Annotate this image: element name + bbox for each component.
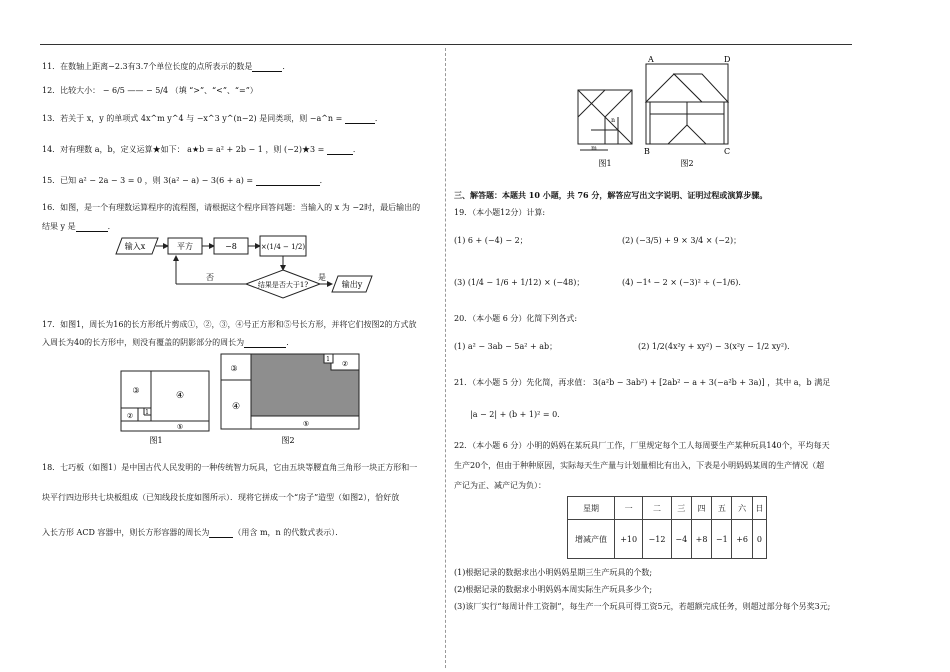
question-13: 13．若关于 x，y 的单项式 4x^m y^4 与 −x^3 y^(n−2) 是同类项，则 −a^n = ． — [42, 114, 383, 123]
q12-expression: − 6/5 —— − 5/4 — [102, 86, 169, 95]
flow-input-label: 输入x — [124, 242, 146, 251]
q13-monomials: 4x^m y^4 与 −x^3 y^(n−2) — [140, 114, 257, 123]
tangram-m-label: m — [591, 145, 597, 152]
q20-part-1: (1) a² − 3ab − 5a² + ab； — [454, 342, 558, 351]
q14-part: 14．对有理数 a，b，定义运算★如下： — [42, 145, 185, 154]
q15-condition: a² − 2a − 3 = 0 — [78, 176, 143, 185]
table-cell: −1 — [712, 520, 732, 559]
table-header-cell: 四 — [691, 497, 711, 520]
question-16-line1: 16．如图，是一个有理数运算程序的流程图，请根据这个程序回答问题：当输入的 x 为 −2时，最后输出的 — [42, 203, 421, 212]
table-row — [568, 520, 767, 559]
q19-part-4: (4) −1⁴ − 2 × (−3)² ÷ (−1/6)． — [622, 278, 747, 287]
table-header-cell: 日 — [752, 497, 766, 520]
question-22-line1: 22．（本小题 6 分）小明的妈妈在某玩具厂工作，厂里规定每个工人每周要生产某种玩具140个，平均每天 — [454, 441, 830, 450]
q18-text-end: （用含 m，n 的代数式表示）． — [233, 528, 344, 537]
q19-part-1: (1) 6 + (−4) − 2； — [454, 236, 528, 245]
fig2-piece-4: ④ — [231, 402, 241, 412]
question-17-line2: 入周长为40的长方形中，则没有覆盖的阴影部分的周长为 ． — [42, 338, 295, 347]
fig1-piece-2: ② — [126, 412, 134, 420]
q14-expression: (−2)★3 = — [283, 145, 325, 154]
answer-blank — [327, 146, 353, 155]
table-cell: −4 — [671, 520, 691, 559]
q21-part: ，其中 a，b 满足 — [767, 378, 831, 387]
table-header-cell: 五 — [712, 497, 732, 520]
table-cell: 0 — [752, 520, 766, 559]
question-17-line1: 17．如图1，周长为16的长方形纸片剪成①，②，③，④号正方形和⑤号长方形，并将它们按图2的方式放 — [42, 320, 417, 329]
q19-part-3: (3) (1/4 − 1/6 + 1/12) × (−48)； — [454, 278, 585, 287]
answer-blank — [209, 529, 233, 538]
table-header-cell: 星期 — [568, 497, 615, 520]
table-cell: −12 — [643, 520, 671, 559]
answer-blank — [256, 177, 320, 186]
fig1-piece-3: ③ — [132, 386, 140, 395]
q19-part-2: (2) (−3/5) + 9 × 3/4 × (−2)； — [622, 236, 742, 245]
table-cell: +6 — [732, 520, 752, 559]
answer-blank — [345, 115, 375, 124]
q12-suffix: （填 “>”、“<”、“=”） — [170, 86, 258, 95]
question-19-title: 19．（本小题12分）计算: — [454, 208, 546, 217]
fig1-caption: 图1 — [149, 436, 163, 445]
question-12 — [42, 86, 258, 96]
table-row — [568, 497, 767, 520]
q13-part: 13．若关于 — [42, 114, 85, 123]
fig2-piece-3: ③ — [230, 364, 238, 373]
fig2-piece-2: ② — [341, 360, 349, 368]
tangram-figures — [568, 54, 748, 172]
question-14: 14．对有理数 a，b，定义运算★如下： a★b = a² + 2b − 1 ，则 (−2)★3 = ． — [42, 145, 361, 154]
section-3-heading: 三、解答题：本题共 10 小题，共 76 分，解答应写出文字说明、证明过程或演算步骤。 — [454, 190, 768, 200]
fig2-piece-5: ⑤ — [302, 420, 310, 428]
tangram-point-A: A — [648, 55, 654, 64]
tangram-point-B: B — [644, 147, 650, 156]
header-rule — [40, 44, 852, 45]
table-cell: +8 — [691, 520, 711, 559]
q15-expression: 3(a² − a) − 3(6 + a) = — [163, 176, 254, 185]
q13-expression: −a^n = — [309, 114, 343, 123]
q22-sub-3: (3)该厂实行“每周计件工资制”，每生产一个玩具可得工资5元，若超额完成任务，则超过部分每个另奖3元; — [454, 602, 831, 611]
flow-square-label: 平方 — [177, 242, 193, 251]
q20-part-2: (2) 1/2(4x²y + xy²) − 3(x²y − 1/2 xy²)． — [638, 342, 796, 351]
q21-part: 21．（本小题 5 分）先化简，再求值： — [454, 378, 591, 387]
column-divider — [445, 48, 446, 668]
answer-blank — [76, 223, 108, 232]
tangram-point-C: C — [724, 147, 731, 156]
q11-text: 11．在数轴上距离−2.3有3.7个单位长度的点所表示的数是 — [42, 62, 253, 71]
table-cell: 增减产值 — [568, 520, 615, 559]
fig1-piece-4: ④ — [175, 391, 185, 401]
flow-output-label: 输出y — [341, 280, 363, 289]
question-20-title: 20．（本小题 6 分）化简下列各式: — [454, 314, 578, 323]
tangram-n-label: n — [611, 117, 615, 124]
question-22-line2: 生产20个，但由于种种原因，实际每天生产量与计划量相比有出入，下表是小明妈妈某周的生产情况（超 — [454, 461, 825, 470]
q13-part: 是同类项，则 — [259, 114, 308, 123]
figure-1-rectangle — [118, 368, 213, 446]
flow-decision-label: 结果是否大于1? — [257, 281, 309, 289]
q16-text: 结果 y 是 — [42, 222, 76, 231]
answer-blank — [244, 339, 286, 348]
flowchart — [110, 232, 380, 302]
q12-prefix: 12．比较大小： — [42, 86, 101, 95]
table-header-cell: 一 — [615, 497, 643, 520]
fig2-piece-1: 1 — [326, 356, 330, 363]
question-18-line1: 18．七巧板（如图1）是中国古代人民发明的一种传统智力玩具，它由五块等腰直角三角形一块正方形和一 — [42, 463, 418, 472]
table-header-cell: 六 — [732, 497, 752, 520]
table-header-cell: 三 — [671, 497, 691, 520]
flow-multiply-label: ×(1/4 − 1/2) — [260, 243, 306, 251]
flow-yes-label: 是 — [318, 273, 326, 282]
q21-expression: 3(a²b − 3ab²) + [2ab² − a + 3(−a²b + 3a)] — [592, 378, 765, 387]
table-header-cell: 二 — [643, 497, 671, 520]
question-18-line2: 块平行四边形共七块板组成（已知线段长度如图所示）．现将它拼成一个“房子”造型（如图2），恰好放 — [42, 493, 400, 502]
question-16-line2: 结果 y 是 ． — [42, 222, 116, 231]
flow-no-label: 否 — [206, 273, 214, 282]
table-cell: +10 — [615, 520, 643, 559]
answer-blank — [252, 63, 282, 72]
q18-text: 入长方形 ACD 容器中，则长方形容器的周长为 — [42, 528, 210, 537]
tangram-point-D: D — [724, 55, 731, 64]
q22-sub-1: (1)根据记录的数据求出小明妈妈星期三生产玩具的个数; — [454, 568, 653, 577]
tangram-fig2-caption: 图2 — [680, 159, 694, 168]
question-11: 11．在数轴上距离−2.3有3.7个单位长度的点所表示的数是 ． — [42, 62, 291, 71]
q14-part: ，则 — [265, 145, 282, 154]
question-15: 15．已知 a² − 2a − 3 = 0 ，则 3(a² − a) − 3(6 + a) = ． — [42, 176, 328, 185]
question-21 — [454, 378, 830, 388]
fig1-piece-1: 1 — [145, 409, 149, 416]
q17-text: 入周长为40的长方形中，则没有覆盖的阴影部分的周长为 — [42, 338, 245, 347]
fig2-caption: 图2 — [281, 436, 295, 445]
q22-sub-2: (2)根据记录的数据求小明妈妈本周实际生产玩具多少个; — [454, 585, 653, 594]
fig1-piece-5: ⑤ — [176, 423, 184, 431]
flow-minus8-label: −8 — [225, 242, 237, 251]
production-table — [567, 496, 767, 559]
q15-part: 15．已知 — [42, 176, 77, 185]
question-18-line3 — [42, 528, 343, 538]
tangram-fig1-caption: 图1 — [598, 159, 612, 168]
q21-condition: |a − 2| + (b + 1)² = 0． — [470, 410, 566, 419]
q14-definition: a★b = a² + 2b − 1 — [187, 145, 263, 154]
q15-part: ，则 — [144, 176, 161, 185]
q13-part: x，y 的单项式 — [86, 114, 139, 123]
question-22-line3: 产记为正、减产记为负）： — [454, 481, 546, 490]
figure-2-rectangle — [218, 351, 363, 446]
